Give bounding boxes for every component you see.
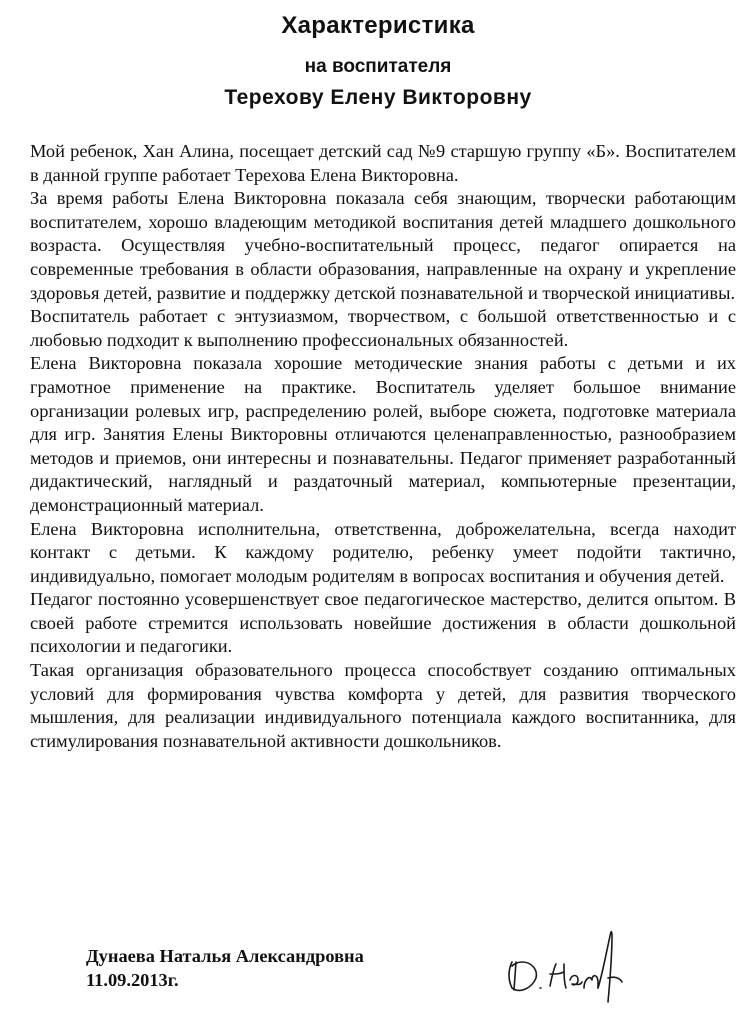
paragraph-3: Воспитатель работает с энтузиазмом, творчеством, с большой ответственностью и с любовью подходит к выполнению профессиональных обязанностей.	[30, 306, 736, 350]
document-title: Характеристика	[281, 12, 475, 39]
paragraph-7: Такая организация образовательного процесса способствует созданию оптимальных условий для формирования чувства комфорта у детей, для развития творческого мышления, для реализации индивидуального потенциала каждого воспитанника, для стимулирования познавательной активности дошкольников.	[30, 660, 736, 751]
paragraph-2: За время работы Елена Викторовна показала себя знающим, творчески работающим воспитателем, хорошо владеющим методикой воспитания детей младшего дошкольного возраста. Осуществляя учебно-воспитательный процесс, педагог опирается на современные требования в области образования, направленные на охрану и укрепление здоровья детей, развитие и поддержку детской познавательной и творческой инициативы.	[30, 188, 736, 303]
signature-date: 11.09.2013г.	[86, 970, 179, 990]
handwritten-signature-icon	[498, 918, 638, 1018]
document-recipient: Терехову Елену Викторовну	[224, 86, 532, 109]
document-subtitle: на воспитателя	[304, 56, 452, 77]
paragraph-6: Педагог постоянно усовершенствует свое педагогическое мастерство, делится опытом. В своей работе стремится использовать новейшие достижения в области дошкольной психологии и педагогики.	[30, 589, 736, 657]
paragraph-4: Елена Викторовна показала хорошие методические знания работы с детьми и их грамотное применение на практике. Воспитатель уделяет большое внимание организации ролевых игр, распределению ролей, выборе сюжета, подготовке материала для игр. Занятия Елены Викторовны отличаются целенаправленностью, разнообразием методов и приемов, они интересны и познавательны. Педагог применяет разработанный дидактический, наглядный и раздаточный материал, компьютерные презентации, демонстрационный материал.	[30, 353, 736, 515]
paragraph-1: Мой ребенок, Хан Алина, посещает детский сад №9 старшую группу «Б». Воспитателем в данной группе работает Терехова Елена Викторовна.	[30, 141, 736, 185]
signatory-name: Дунаева Наталья Александровна	[86, 946, 364, 966]
document-body	[30, 140, 736, 753]
paragraph-5: Елена Викторовна исполнительна, ответственна, доброжелательна, всегда находит контакт с детьми. К каждому родителю, ребенку умеет подойти тактично, индивидуально, помогает молодым родителям в вопросах воспитания и обучения детей.	[30, 518, 736, 586]
